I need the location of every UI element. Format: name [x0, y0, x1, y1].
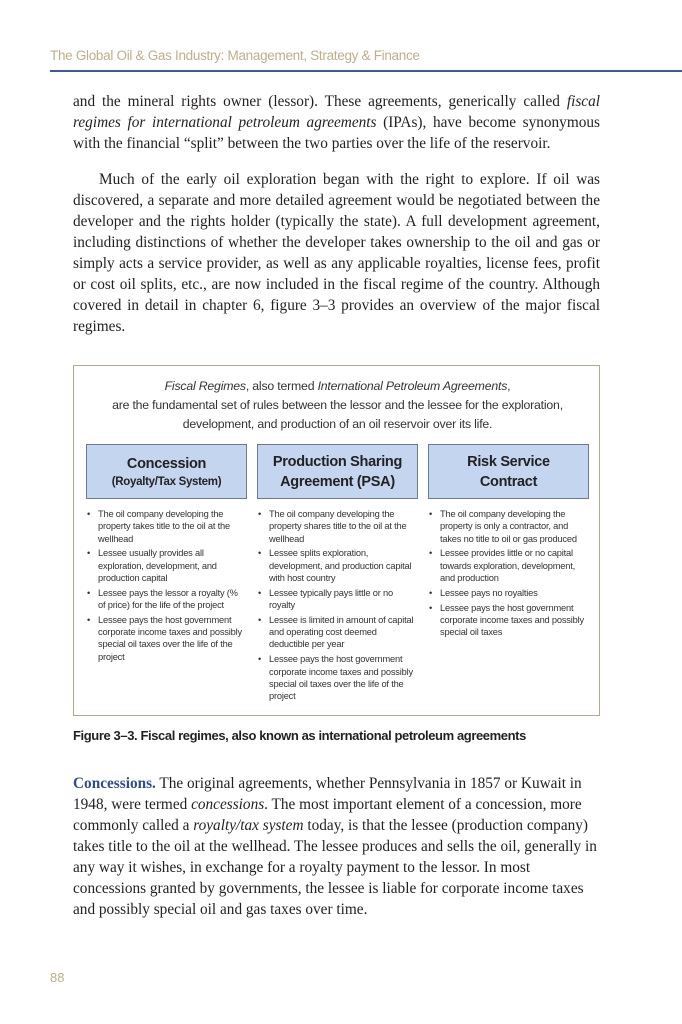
- section-heading: Concessions.: [73, 774, 156, 792]
- bullet-item: • Lessee is limited in amount of capital and operating cost deemed deductible per year: [257, 614, 418, 651]
- italic-term: Fiscal Regimes: [164, 379, 246, 393]
- text: , also termed: [245, 379, 318, 393]
- figure-caption: Figure 3–3. Fiscal regimes, also known as international petroleum agreements: [73, 727, 526, 743]
- bullet-item: • Lessee pays the host government corporate income taxes and possibly special oil taxes over the life of the project: [257, 653, 418, 702]
- bullet-item: • Lessee pays the lessor a royalty (% of price) for the life of the project: [86, 587, 247, 612]
- text: are the fundamental set of rules between the lessor and the lessee for the exploration, development, and production of an oil reservoir over its life.: [112, 398, 563, 431]
- bullet-item: • Lessee usually provides all exploration, development, and production capital: [86, 547, 247, 584]
- figure-intro: [86, 377, 589, 434]
- concession-box: [86, 444, 247, 499]
- bullet-item: • Lessee pays the host government corporate income taxes and possibly special oil taxes: [428, 602, 589, 639]
- concession-bullets: [86, 508, 247, 663]
- risk-service-bullets: [428, 508, 589, 638]
- text: today, is that the lessee (production company) takes title to the oil at the wellhead. The lessee produces and sells the oil, generally in any way it wishes, in exchange for a royalty payment to the lessor. In most concessions granted by governments, the lessee is liable for corporate income taxes and possibly special oil and gas taxes over time.: [73, 816, 597, 918]
- header-rule: [50, 70, 682, 72]
- bullet-item: • Lessee splits exploration, development, and production capital with host country: [257, 547, 418, 584]
- risk-service-column: [428, 444, 589, 641]
- psa-box: [257, 444, 418, 499]
- text: . The most important element of a concession, more commonly called a: [73, 795, 582, 834]
- box-title: Contract: [479, 473, 538, 490]
- italic-term: concessions: [191, 795, 265, 813]
- risk-service-box: [428, 444, 589, 499]
- italic-term: International Petroleum Agreements: [317, 379, 508, 393]
- bullet-item: • The oil company developing the property shares title to the oil at the wellhead: [257, 508, 418, 545]
- paragraph-2: Much of the early oil exploration began with the right to explore. If oil was discovered, a separate and more detailed agreement would be negotiated between the developer and the rights holder (typically the state). A full development agreement, including distinctions of whether the developer takes ownership to the oil and gas or simply acts a service provider, as well as any applicable royalties, license fees, profit or cost oil splits, etc., are now included in the fiscal regime of the country. Although covered in detail in chapter 6, figure 3–3 provides an overview of the major fiscal regimes.: [73, 171, 600, 335]
- bullet-item: • Lessee pays the host government corporate income taxes and possibly special oil taxes over the life of the project: [86, 614, 247, 663]
- bullet-item: • The oil company developing the property takes title to the oil at the wellhead: [86, 508, 247, 545]
- psa-column: [257, 444, 418, 705]
- text: ,: [507, 379, 511, 393]
- box-title: Agreement (PSA): [280, 473, 395, 490]
- paragraph-1: [73, 91, 600, 154]
- box-title: Concession: [126, 455, 207, 472]
- box-title: Risk Service: [467, 453, 550, 470]
- bullet-item: • The oil company developing the property is only a contractor, and takes no title to oil or gas produced: [428, 508, 589, 545]
- concession-column: [86, 444, 247, 666]
- bullet-item: • Lessee pays no royalties: [428, 587, 589, 599]
- figure-3-3: [73, 365, 600, 716]
- box-title: Production Sharing: [272, 453, 403, 470]
- text: (IPAs), have become synonymous with the financial “split” between the two parties over the life of the reservoir.: [73, 114, 600, 152]
- text: and the mineral rights owner (lessor). These agreements, generically called: [73, 93, 567, 110]
- bullet-item: • Lessee typically pays little or no royalty: [257, 587, 418, 612]
- psa-bullets: [257, 508, 418, 702]
- regime-columns: [86, 444, 589, 705]
- italic-term: royalty/tax system: [193, 816, 304, 834]
- italic-term: fiscal regimes for international petroleum agreements: [73, 93, 600, 131]
- page-number: 88: [50, 969, 65, 985]
- bullet-item: • Lessee provides little or no capital towards exploration, development, and production: [428, 547, 589, 584]
- paragraph-concessions: [73, 773, 600, 920]
- page-content: [50, 91, 600, 1015]
- running-header: The Global Oil & Gas Industry: Management, Strategy & Finance: [50, 48, 420, 63]
- text: The original agreements, whether Pennsylvania in 1857 or Kuwait in 1948, were termed: [73, 774, 582, 813]
- box-subtitle: (Royalty/Tax System): [111, 475, 222, 488]
